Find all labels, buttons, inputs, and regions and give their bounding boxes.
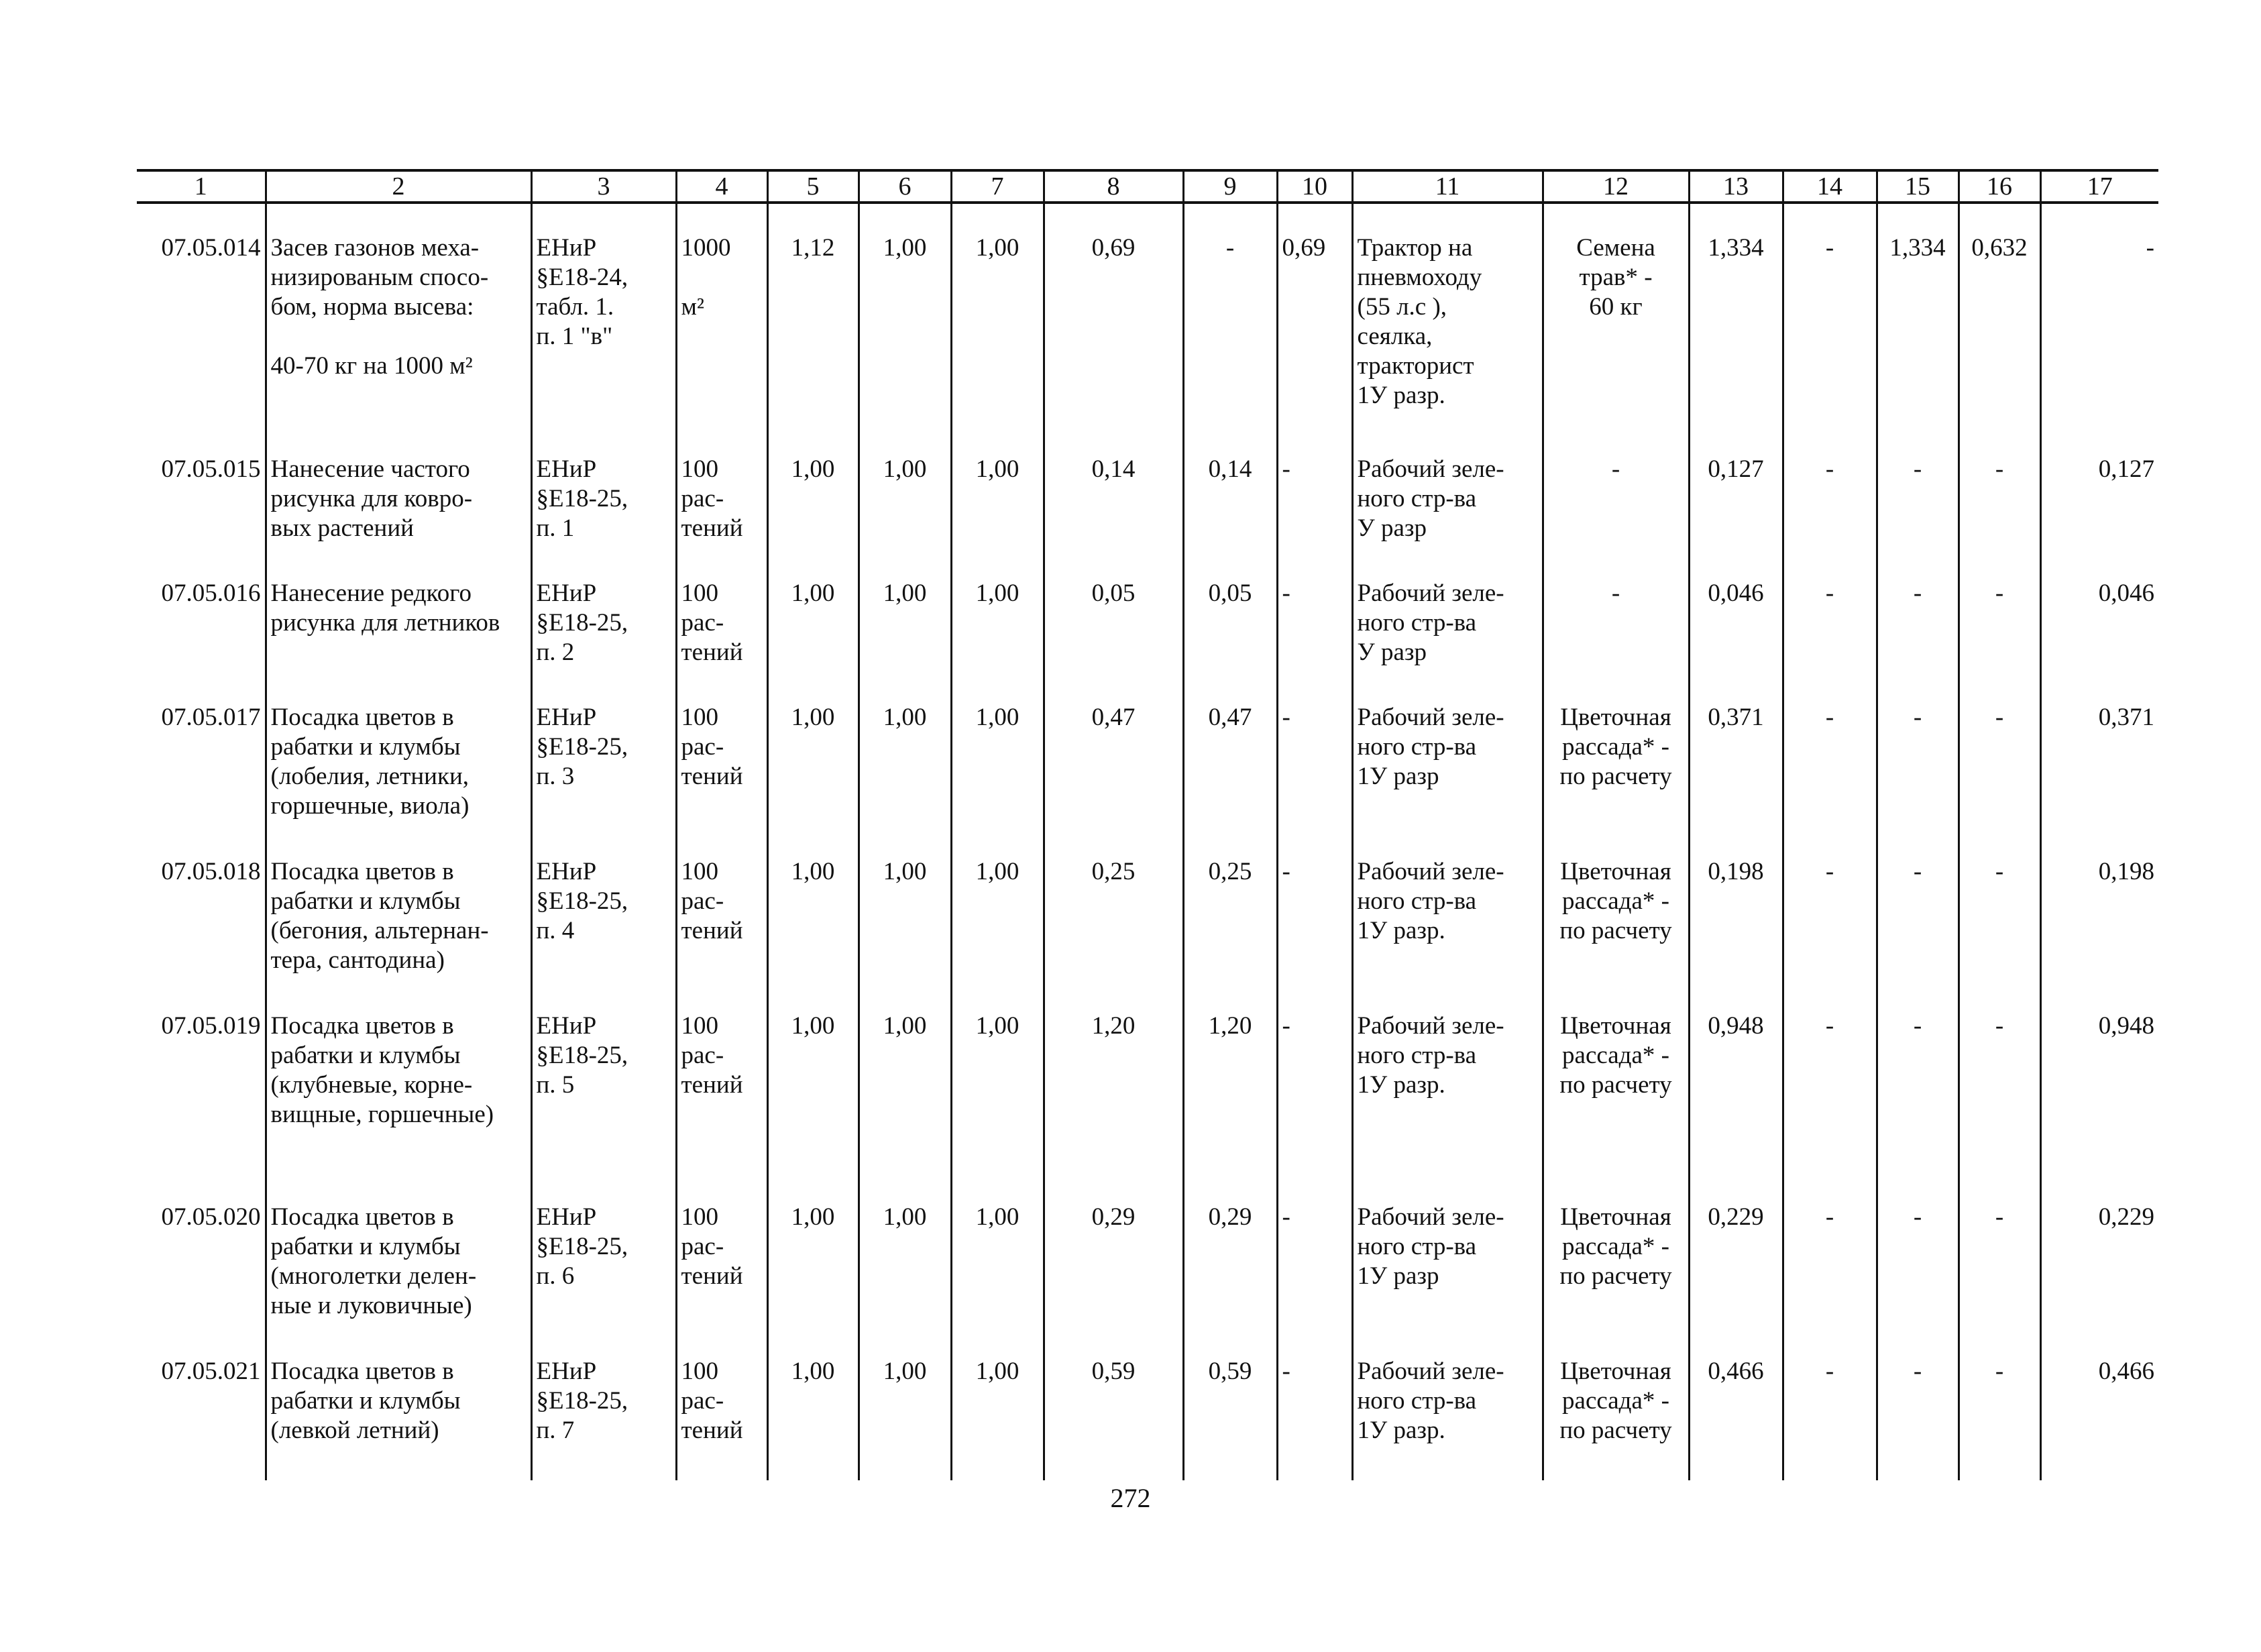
row-value: 1,334 [1877, 229, 1959, 451]
row-machine: Рабочий зеле- ного стр-ва У разр [1352, 575, 1543, 699]
row-value: - [1877, 853, 1959, 1007]
row-value: 0,25 [1044, 853, 1183, 1007]
row-code: 07.05.017 [161, 704, 261, 731]
column-header: 3 [531, 170, 676, 203]
table-row [137, 1199, 2158, 1353]
row-value: 0,466 [1689, 1353, 1783, 1480]
row-name: Посадка цветов в рабатки и клумбы (бегония, альтернан- тера, сантодина) [266, 853, 531, 1007]
row-value: - [1877, 1199, 1959, 1353]
row-code: 07.05.015 [161, 455, 261, 483]
row-name: Посадка цветов в рабатки и клумбы (клубневые, корне- вищные, горшечные) [266, 1007, 531, 1199]
row-value: - [1877, 575, 1959, 699]
row-value: 0,198 [1689, 853, 1783, 1007]
norms-table [137, 169, 2158, 1480]
row-code: 07.05.019 [161, 1012, 261, 1040]
row-material: Цветочная рассада* - по расчету [1543, 1007, 1689, 1199]
row-code: 07.05.016 [161, 580, 261, 607]
row-value: - [1277, 699, 1352, 853]
row-value: 0,948 [2040, 1007, 2158, 1199]
row-value: - [1877, 1353, 1959, 1480]
row-source: ЕНиР §Е18-25, п. 5 [531, 1007, 676, 1199]
row-value: 1,00 [951, 1199, 1044, 1353]
row-value: - [2040, 229, 2158, 451]
column-header: 14 [1783, 170, 1877, 203]
row-value: 1,00 [859, 1007, 951, 1199]
row-value: 1,00 [951, 575, 1044, 699]
row-material: - [1543, 575, 1689, 699]
row-value: - [1183, 229, 1277, 451]
row-value: 1,334 [1689, 229, 1783, 451]
row-value: 1,12 [767, 229, 859, 451]
row-material: Семена трав* - 60 кг [1543, 229, 1689, 451]
row-value: 1,00 [767, 451, 859, 575]
row-value: 0,14 [1183, 451, 1277, 575]
row-value: - [1783, 575, 1877, 699]
row-name: Посадка цветов в рабатки и клумбы (левкой летний) [266, 1353, 531, 1480]
row-value: - [1959, 575, 2040, 699]
row-value: 0,14 [1044, 451, 1183, 575]
column-header: 2 [266, 170, 531, 203]
row-value: - [1277, 853, 1352, 1007]
row-value: 1,00 [859, 451, 951, 575]
row-value: 1,00 [951, 1353, 1044, 1480]
row-source: ЕНиР §Е18-25, п. 6 [531, 1199, 676, 1353]
column-header: 17 [2040, 170, 2158, 203]
row-unit: 100 рас- тений [676, 575, 767, 699]
row-value: - [1959, 853, 2040, 1007]
table-row [137, 699, 2158, 853]
row-source: ЕНиР §Е18-24, табл. 1. п. 1 "в" [531, 229, 676, 451]
row-value: - [1277, 1007, 1352, 1199]
table-row [137, 451, 2158, 575]
row-value: - [1783, 1353, 1877, 1480]
column-header: 5 [767, 170, 859, 203]
row-value: - [1783, 853, 1877, 1007]
row-name: Посадка цветов в рабатки и клумбы (многолетки делен- ные и луковичные) [266, 1199, 531, 1353]
row-name: Нанесение редкого рисунка для летников [266, 575, 531, 699]
table-body [137, 203, 2158, 1480]
column-header: 10 [1277, 170, 1352, 203]
row-value: 1,00 [767, 1199, 859, 1353]
column-header: 7 [951, 170, 1044, 203]
row-value: 0,69 [1044, 229, 1183, 451]
column-header: 8 [1044, 170, 1183, 203]
row-value: 0,046 [1689, 575, 1783, 699]
row-material: Цветочная рассада* - по расчету [1543, 1353, 1689, 1480]
table-row [137, 1007, 2158, 1199]
row-value: 1,00 [859, 1199, 951, 1353]
row-value: 1,00 [859, 853, 951, 1007]
row-value: 1,00 [767, 699, 859, 853]
column-number-row [137, 170, 2158, 203]
row-value: - [1877, 451, 1959, 575]
row-value: 0,127 [1689, 451, 1783, 575]
row-source: ЕНиР §Е18-25, п. 1 [531, 451, 676, 575]
row-value: 0,948 [1689, 1007, 1783, 1199]
row-value: - [1959, 1353, 2040, 1480]
row-unit: 100 рас- тений [676, 1353, 767, 1480]
row-material: Цветочная рассада* - по расчету [1543, 853, 1689, 1007]
row-source: ЕНиР §Е18-25, п. 7 [531, 1353, 676, 1480]
row-value: 0,29 [1183, 1199, 1277, 1353]
row-value: - [1277, 575, 1352, 699]
column-header: 12 [1543, 170, 1689, 203]
row-value: 1,00 [767, 853, 859, 1007]
row-value: - [1959, 1007, 2040, 1199]
row-value: - [1783, 1199, 1877, 1353]
row-name: Посадка цветов в рабатки и клумбы (лобелия, летники, горшечные, виола) [266, 699, 531, 853]
row-value: 0,371 [1689, 699, 1783, 853]
row-value: 1,20 [1183, 1007, 1277, 1199]
row-value: 1,00 [951, 699, 1044, 853]
row-machine: Рабочий зеле- ного стр-ва 1У разр [1352, 1199, 1543, 1353]
row-value: 0,229 [2040, 1199, 2158, 1353]
row-material: Цветочная рассада* - по расчету [1543, 699, 1689, 853]
row-code: 07.05.020 [161, 1203, 261, 1231]
row-code: 07.05.014 [161, 234, 261, 262]
table-row [137, 229, 2158, 451]
row-value: 1,00 [859, 575, 951, 699]
row-value: - [1783, 229, 1877, 451]
row-value: - [1877, 1007, 1959, 1199]
row-value: - [1959, 1199, 2040, 1353]
row-value: 0,466 [2040, 1353, 2158, 1480]
row-value: 0,127 [2040, 451, 2158, 575]
row-value: 0,59 [1044, 1353, 1183, 1480]
row-value: 0,25 [1183, 853, 1277, 1007]
column-header: 6 [859, 170, 951, 203]
table-row [137, 575, 2158, 699]
row-value: - [1783, 451, 1877, 575]
row-value: 0,229 [1689, 1199, 1783, 1353]
row-source: ЕНиР §Е18-25, п. 4 [531, 853, 676, 1007]
row-value: 0,47 [1183, 699, 1277, 853]
row-unit: 100 рас- тений [676, 1007, 767, 1199]
row-value: 1,00 [859, 1353, 951, 1480]
column-header: 11 [1352, 170, 1543, 203]
column-header: 4 [676, 170, 767, 203]
row-value: - [1959, 699, 2040, 853]
row-value: 0,046 [2040, 575, 2158, 699]
row-value: 0,632 [1959, 229, 2040, 451]
column-header: 9 [1183, 170, 1277, 203]
row-value: 0,59 [1183, 1353, 1277, 1480]
row-value: 1,00 [951, 229, 1044, 451]
row-machine: Рабочий зеле- ного стр-ва 1У разр. [1352, 1353, 1543, 1480]
row-value: 0,29 [1044, 1199, 1183, 1353]
row-material: - [1543, 451, 1689, 575]
row-machine: Рабочий зеле- ного стр-ва 1У разр. [1352, 853, 1543, 1007]
row-value: 1,00 [951, 1007, 1044, 1199]
row-value: - [1783, 699, 1877, 853]
row-name: Засев газонов меха- низированым спосо- бом, норма высева: 40-70 кг на 1000 м² [266, 229, 531, 451]
row-value: - [1277, 1353, 1352, 1480]
row-material: Цветочная рассада* - по расчету [1543, 1199, 1689, 1353]
row-machine: Рабочий зеле- ного стр-ва У разр [1352, 451, 1543, 575]
row-value: - [1783, 1007, 1877, 1199]
row-code: 07.05.018 [161, 858, 261, 885]
row-value: 0,05 [1183, 575, 1277, 699]
row-value: - [1959, 451, 2040, 575]
row-machine: Трактор на пневмоходу (55 л.с ), сеялка, тракторист 1У разр. [1352, 229, 1543, 451]
page-number: 272 [1110, 1483, 1151, 1513]
row-value: 1,00 [767, 575, 859, 699]
row-value: 1,00 [859, 229, 951, 451]
column-header: 1 [137, 170, 266, 203]
table-spacer [137, 203, 2158, 229]
row-value: - [1277, 1199, 1352, 1353]
column-header: 15 [1877, 170, 1959, 203]
column-header: 13 [1689, 170, 1783, 203]
row-value: 0,371 [2040, 699, 2158, 853]
row-machine: Рабочий зеле- ного стр-ва 1У разр [1352, 699, 1543, 853]
row-unit: 100 рас- тений [676, 1199, 767, 1353]
row-value: 0,69 [1277, 229, 1352, 451]
row-value: 0,05 [1044, 575, 1183, 699]
row-unit: 1000 м² [676, 229, 767, 451]
row-value: 0,198 [2040, 853, 2158, 1007]
table-row [137, 853, 2158, 1007]
row-machine: Рабочий зеле- ного стр-ва 1У разр. [1352, 1007, 1543, 1199]
row-value: 1,00 [859, 699, 951, 853]
row-value: - [1277, 451, 1352, 575]
table-row [137, 1353, 2158, 1480]
row-value: 1,00 [767, 1353, 859, 1480]
row-source: ЕНиР §Е18-25, п. 2 [531, 575, 676, 699]
row-value: 1,00 [951, 853, 1044, 1007]
row-unit: 100 рас- тений [676, 699, 767, 853]
row-source: ЕНиР §Е18-25, п. 3 [531, 699, 676, 853]
row-unit: 100 рас- тений [676, 451, 767, 575]
row-value: 1,00 [951, 451, 1044, 575]
row-code: 07.05.021 [161, 1358, 261, 1385]
row-unit: 100 рас- тений [676, 853, 767, 1007]
column-header: 16 [1959, 170, 2040, 203]
row-value: 1,20 [1044, 1007, 1183, 1199]
row-value: - [1877, 699, 1959, 853]
row-value: 0,47 [1044, 699, 1183, 853]
row-value: 1,00 [767, 1007, 859, 1199]
row-name: Нанесение частого рисунка для ковро- вых растений [266, 451, 531, 575]
